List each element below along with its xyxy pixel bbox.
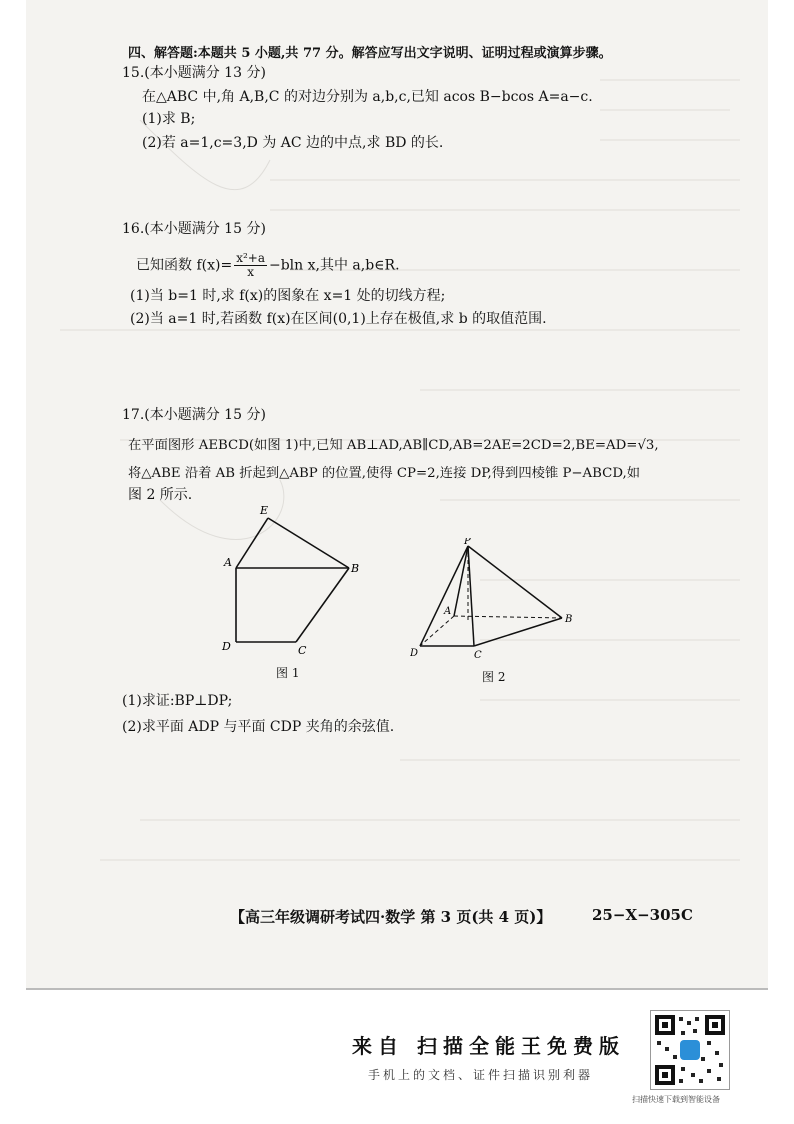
figure-2: [410, 538, 580, 668]
fig2-label-a: A: [444, 606, 452, 617]
figure-1: [214, 498, 364, 662]
q15-part2: (2)若 a=1,c=3,D 为 AC 边的中点,求 BD 的长.: [142, 135, 444, 151]
section-heading: 四、解答题:本题共 5 小题,共 77 分。解答应写出文字说明、证明过程或演算步骤。: [128, 46, 612, 61]
page-footer-code: 25−X−305C: [592, 906, 693, 924]
fig2-edge-ad-hidden: [420, 616, 454, 646]
fig1-edge-ea: [236, 518, 268, 568]
qr-code-pattern: [651, 1011, 729, 1089]
q17-part2: (2)求平面 ADP 与平面 CDP 夹角的余弦值.: [122, 719, 395, 735]
q15-part1: (1)求 B;: [142, 111, 196, 127]
q16-frac-num: x²+a: [236, 251, 265, 265]
q17-part1: (1)求证:BP⊥DP;: [122, 693, 233, 709]
fig2-edge-ab-hidden: [454, 616, 562, 618]
q15-header: 15.(本小题满分 13 分): [122, 65, 266, 81]
qr-code[interactable]: [650, 1010, 730, 1090]
q16-stem: [136, 252, 400, 279]
fig1-label-e: E: [260, 504, 269, 517]
page-footer-title: 【高三年级调研考试四·数学 第 3 页(共 4 页)】: [230, 908, 552, 926]
q17-line2: 将△ABE 沿着 AB 折起到△ABP 的位置,使得 CP=2,连接 DP,得到四棱锥 P−ABCD,如: [128, 466, 641, 481]
fig2-label-d: D: [410, 648, 419, 659]
figure-2-caption: 图 2: [482, 670, 506, 684]
q15-stem: 在△ABC 中,角 A,B,C 的对边分别为 a,b,c,已知 acos B−bcos A=a−c.: [142, 89, 593, 105]
fig2-label-p: P: [464, 538, 471, 547]
fig1-label-a: A: [224, 556, 232, 569]
fig2-edge-pd: [420, 546, 468, 646]
fig2-edge-pa: [454, 546, 468, 616]
q16-fraction: [234, 252, 267, 279]
fig1-edge-cb: [296, 568, 349, 642]
fig2-edge-cb: [474, 618, 562, 646]
q17-header: 17.(本小题满分 15 分): [122, 407, 266, 423]
fig2-edge-pc: [468, 546, 474, 646]
qr-caption: 扫描快速下载到智能设备: [632, 1095, 720, 1104]
fig1-label-c: C: [298, 644, 307, 657]
figure-1-caption: 图 1: [276, 666, 300, 680]
q16-stem-prefix: 已知函数 f(x)=: [136, 257, 233, 274]
fig2-label-b: B: [565, 614, 573, 625]
q16-stem-suffix: −bln x,其中 a,b∈R.: [268, 257, 400, 274]
fig1-edge-eb: [268, 518, 349, 568]
fig2-edge-pb: [468, 546, 562, 618]
q16-part1: (1)当 b=1 时,求 f(x)的图象在 x=1 处的切线方程;: [130, 288, 446, 304]
fig1-label-d: D: [222, 640, 231, 653]
fig2-label-c: C: [474, 650, 482, 661]
q17-line1: 在平面图形 AEBCD(如图 1)中,已知 AB⊥AD,AB∥CD,AB=2AE=2CD=2,BE=AD=√3,: [128, 438, 659, 453]
q17-line3: 图 2 所示.: [128, 487, 193, 503]
q16-header: 16.(本小题满分 15 分): [122, 221, 266, 237]
q16-frac-den: x: [247, 265, 254, 279]
scanner-banner-title: 来自 扫描全能王免费版: [352, 1034, 625, 1058]
fig1-label-b: B: [351, 562, 360, 575]
q16-part2: (2)当 a=1 时,若函数 f(x)在区间(0,1)上存在极值,求 b 的取值范围.: [130, 311, 547, 327]
scanner-banner-subtitle: 手机上的文档、证件扫描识别利器: [368, 1068, 594, 1082]
